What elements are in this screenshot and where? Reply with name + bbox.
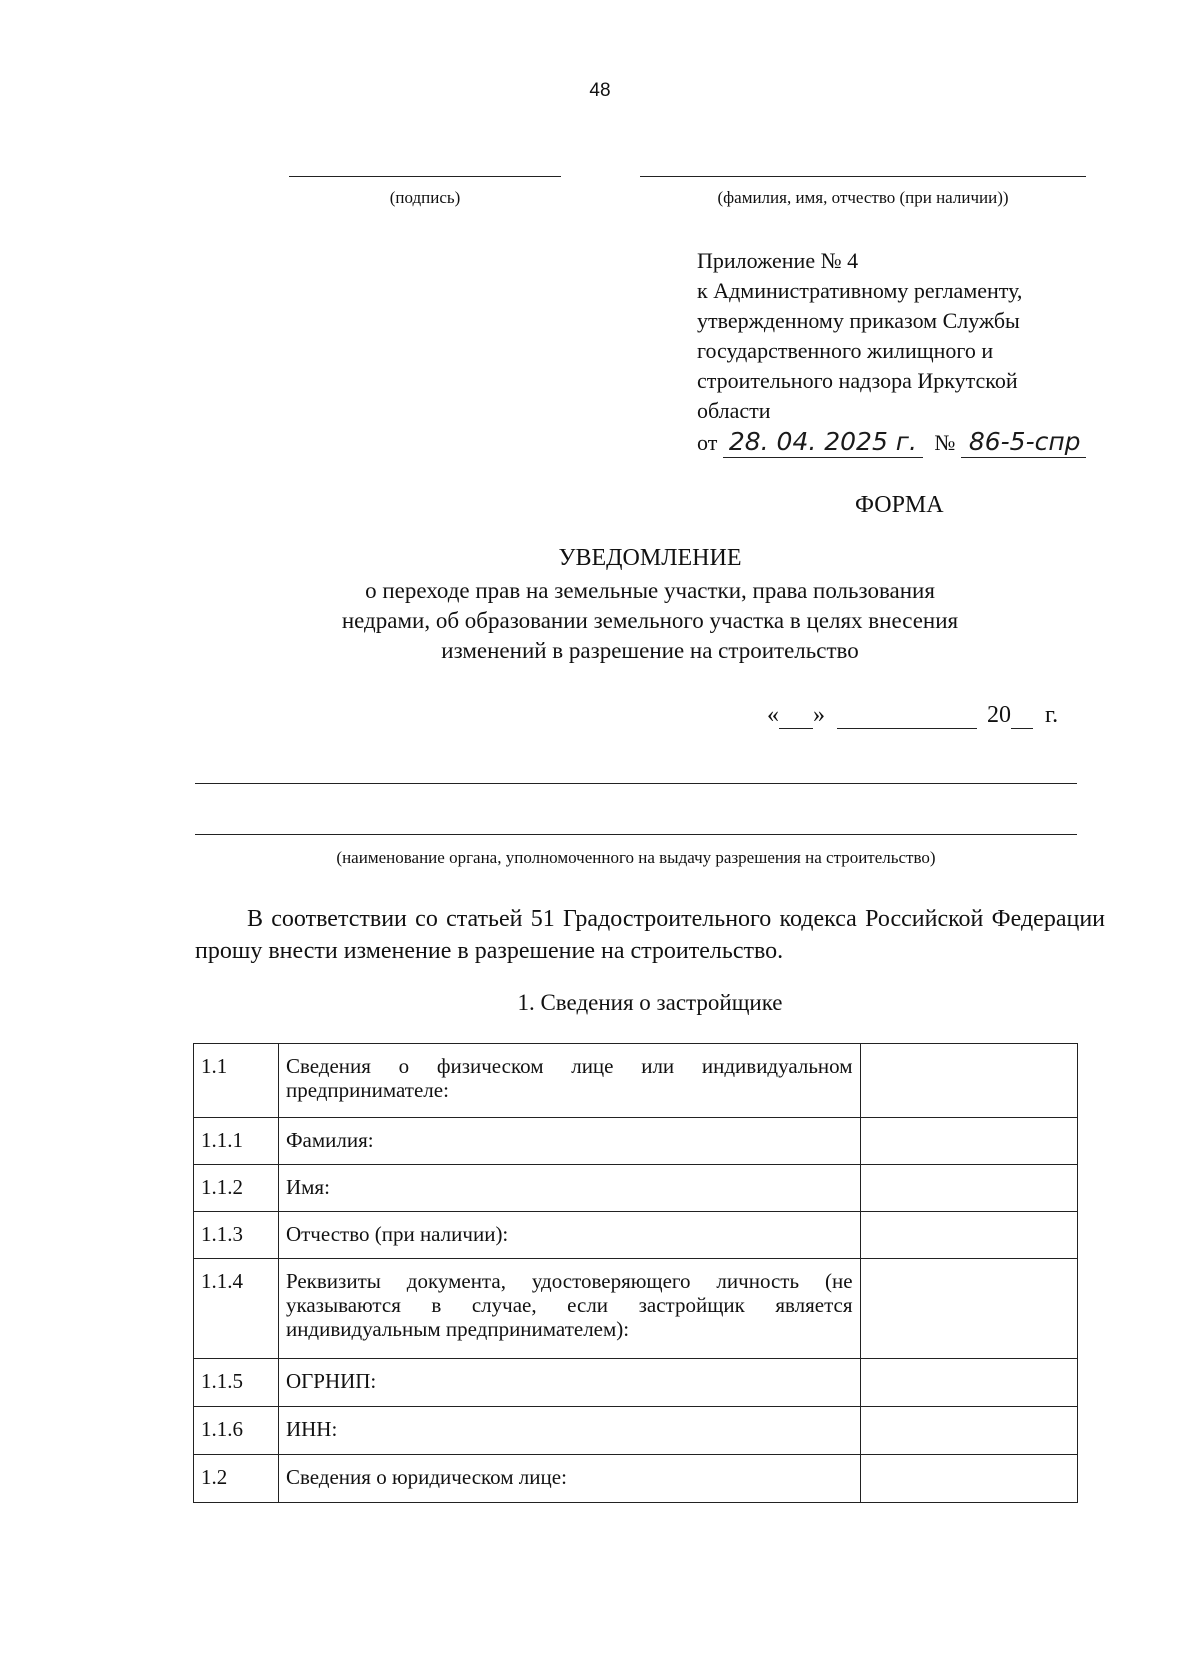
appendix-line: государственного жилищного и [697, 338, 994, 363]
row-label: Сведения о физическом лице или индивидуальном предпринимателе: [278, 1044, 860, 1118]
intro-paragraph: В соответствии со статьей 51 Градостроительного кодекса Российской Федерации прошу внести изменение в разрешение на строительство. [195, 906, 1105, 964]
notice-subtitle-line: недрами, об образовании земельного участка в целях внесения [341, 608, 959, 633]
notice-heading: УВЕДОМЛЕНИЕ [558, 545, 742, 571]
row-value[interactable] [860, 1455, 1077, 1503]
signature-line [289, 176, 561, 177]
authority-caption: (наименование органа, уполномоченного на выдачу разрешения на строительство) [336, 848, 936, 867]
row-label: Отчество (при наличии): [278, 1212, 860, 1259]
row-label: ОГРНИП: [278, 1359, 860, 1407]
section-title: 1. Сведения о застройщике [517, 990, 783, 1015]
row-label: ИНН: [278, 1407, 860, 1455]
name-caption: (фамилия, имя, отчество (при наличии)) [717, 188, 1009, 207]
row-value[interactable] [860, 1259, 1077, 1359]
appendix-line: к Административному регламенту, [697, 278, 1023, 303]
page-number: 48 [589, 80, 611, 101]
row-value[interactable] [860, 1407, 1077, 1455]
row-number: 1.1 [194, 1044, 279, 1118]
row-value[interactable] [860, 1212, 1077, 1259]
row-number: 1.1.2 [194, 1165, 279, 1212]
row-value[interactable] [860, 1118, 1077, 1165]
open-quote: « [767, 702, 779, 728]
row-number: 1.1.4 [194, 1259, 279, 1359]
row-label: Имя: [278, 1165, 860, 1212]
appendix-line: Приложение № 4 [697, 248, 859, 273]
row-value[interactable] [860, 1044, 1077, 1118]
table-row [194, 1407, 1078, 1455]
row-number: 1.2 [194, 1455, 279, 1503]
row-value[interactable] [860, 1359, 1077, 1407]
notice-subtitle-line: о переходе прав на земельные участки, права пользования [365, 578, 935, 603]
appendix-block [697, 246, 1086, 458]
appendix-line: области [697, 398, 771, 423]
developer-info-table [193, 1043, 1078, 1503]
form-label: ФОРМА [855, 492, 944, 518]
month-blank [837, 704, 977, 729]
table-row [194, 1118, 1078, 1165]
row-label: Фамилия: [278, 1118, 860, 1165]
signature-caption: (подпись) [389, 188, 461, 207]
table-row [194, 1165, 1078, 1212]
appendix-date-row [697, 428, 1086, 458]
appendix-line: утвержденному приказом Службы [697, 308, 1020, 333]
number-underline [961, 429, 1086, 458]
date-prefix: от [697, 430, 718, 455]
row-value[interactable] [860, 1165, 1077, 1212]
table-row [194, 1044, 1078, 1118]
authority-line [195, 834, 1077, 835]
table-row [194, 1359, 1078, 1407]
handwritten-number: 86-5-спр [968, 427, 1081, 456]
date-field [767, 702, 1058, 729]
row-label: Сведения о юридическом лице: [278, 1455, 860, 1503]
close-quote: » [813, 702, 825, 728]
authority-line [195, 783, 1077, 784]
table-row [194, 1212, 1078, 1259]
name-line [640, 176, 1086, 177]
day-blank [779, 704, 813, 729]
year-prefix: 20 [987, 702, 1011, 728]
date-underline [723, 429, 923, 458]
row-label: Реквизиты документа, удостоверяющего личность (не указываются в случае, если застройщик является индивидуальным предпринимателем): [278, 1259, 860, 1359]
row-number: 1.1.3 [194, 1212, 279, 1259]
row-number: 1.1.5 [194, 1359, 279, 1407]
row-number: 1.1.1 [194, 1118, 279, 1165]
number-prefix: № [934, 430, 956, 455]
row-number: 1.1.6 [194, 1407, 279, 1455]
appendix-line: строительного надзора Иркутской [697, 368, 1018, 393]
table-row [194, 1259, 1078, 1359]
table-row [194, 1455, 1078, 1503]
notice-subtitle-line: изменений в разрешение на строительство [441, 638, 859, 663]
year-blank [1011, 704, 1033, 729]
handwritten-date: 28. 04. 2025 г. [728, 427, 917, 456]
year-suffix: г. [1045, 702, 1059, 728]
